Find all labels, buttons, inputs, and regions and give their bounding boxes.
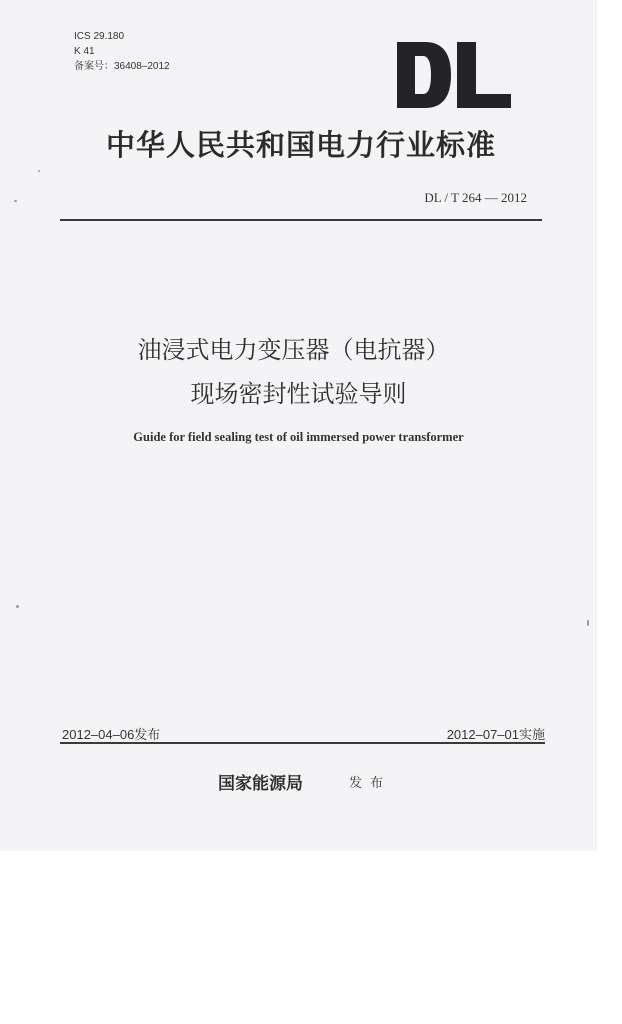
record-number: 备案号：36408–2012 xyxy=(74,61,170,72)
document-title-cn-line2: 现场密封性试验导则 xyxy=(190,380,407,408)
implementation-date: 2012–07–01实施 xyxy=(446,727,545,742)
scan-speck xyxy=(587,620,589,626)
ics-code: ICS 29.180 xyxy=(74,31,125,42)
standard-number: DL / T 264 — 2012 xyxy=(424,190,527,205)
issuing-authority: 国家能源局 xyxy=(218,774,303,794)
bottom-divider xyxy=(60,742,545,744)
publish-label: 发布 xyxy=(349,776,392,791)
issue-date: 2012–04–06发布 xyxy=(62,727,161,742)
scan-speck xyxy=(14,200,17,202)
scan-speck xyxy=(38,170,40,172)
industry-standard-title: 中华人民共和国电力行业标准 xyxy=(105,128,496,162)
scan-speck xyxy=(16,605,19,608)
classification-code: K 41 xyxy=(74,46,95,57)
dl-logo xyxy=(395,40,513,110)
document-title-en: Guide for field sealing test of oil immersed power transformer xyxy=(133,430,464,444)
top-divider xyxy=(60,219,542,221)
document-title-cn-line1: 油浸式电力变压器（电抗器） xyxy=(137,336,450,364)
